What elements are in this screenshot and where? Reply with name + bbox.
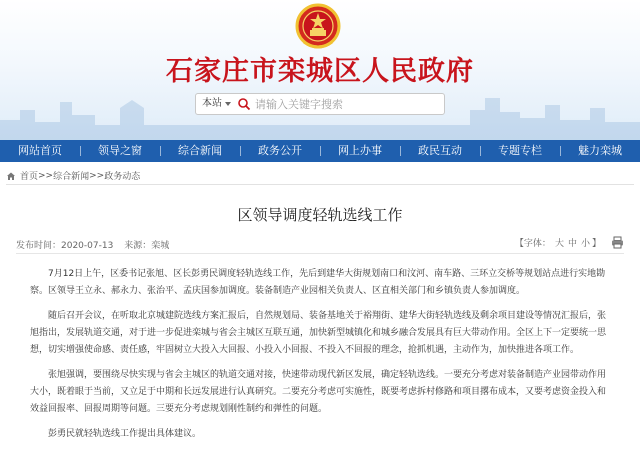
search-bar [195,93,445,115]
breadcrumb-separator: >> [89,170,105,181]
font-size-small-button[interactable]: 小 [580,239,590,249]
nav-item-news[interactable]: 综合新闻 [160,140,240,162]
chevron-down-icon[interactable] [225,102,231,106]
article-source: 来源：栾城 [124,241,170,251]
article-paragraph: 7月12日上午，区委书记张旭、区长彭勇民调度轻轨选线工作，先后到建华大街规划南口和汶河、南车路、三环立交桥等规划站点进行实地勘察。区领导王立永、郝永力、张治平、孟庆国参加调度。装备制造产业园相关负责人、区直相关部门和乡镇负责人参加调度。 [30,269,606,296]
article-paragraph: 彭勇民就轻轨选线工作提出具体建议。 [48,429,202,439]
site-title: 石家庄市栾城区人民政府 [166,56,474,87]
national-emblem-icon [292,2,344,52]
breadcrumb-separator: >> [38,170,54,181]
nav-item-online-services[interactable]: 网上办事 [320,140,400,162]
font-size-label: 【字体： [514,239,551,249]
search-icon[interactable] [237,97,251,111]
search-input[interactable] [255,98,435,111]
nav-item-special-topics[interactable]: 专题专栏 [480,140,560,162]
breadcrumb-home[interactable]: 首页 [20,172,39,182]
print-icon[interactable] [611,236,624,249]
nav-item-home[interactable]: 网站首页 [18,144,62,157]
article-paragraph: 随后召开会议，在听取北京城建院选线方案汇报后，自然规划局、装备基地关于裕翔街、建华大街轻轨选线及剩余项目建设等情况汇报后，张旭指出，发展轨道交通，对于进一步促进栾城与省会主城区互联互通，加快新型城镇化和城乡融合发展具有巨大带动作用。全区上下一定要统一思想，切实增强使命感、责任感，牢固树立大投入大回报、小投入小回报、不投入不回报的理念，抢抓机遇，主动作为，加快推进各项工作。 [30,311,607,355]
article-paragraph: 张旭强调，要围绕尽快实现与省会主城区的轨道交通对接，快速带动现代新区发展，确定轻轨选线。一要充分考虑对装备制造产业园带动作用大小，既着眼于当前，又立足于中期和长远发展进行认真研究。二要充分考虑可实施性，既要考虑拆村修路和项目撂布成本，又要考虑资金投入和效益回报率、回报周期等问题。三要充分考虑规划刚性制约和弹性的问题。 [30,370,607,414]
divider [6,184,634,185]
font-size-medium-button[interactable]: 中 [567,239,577,249]
nav-item-leaders[interactable]: 领导之窗 [80,140,160,162]
font-size-bracket: 】 [591,239,601,249]
publish-date: 发布时间：2020-07-13 [16,241,114,251]
article-title: 区领导调度轻轨选线工作 [237,206,403,224]
search-scope-select[interactable]: 本站 [202,98,222,109]
main-content [0,162,640,469]
site-header [0,0,640,140]
main-nav [0,140,640,162]
breadcrumb-gov-updates[interactable]: 政务动态 [104,172,141,182]
nav-item-gov-affairs[interactable]: 政务公开 [240,140,320,162]
article-body [30,266,610,451]
breadcrumb [6,169,140,182]
font-size-large-button[interactable]: 大 [554,239,564,249]
home-icon [6,171,16,181]
breadcrumb-news[interactable]: 综合新闻 [53,172,90,182]
nav-item-charm-luancheng[interactable]: 魅力栾城 [560,140,640,162]
nav-item-interaction[interactable]: 政民互动 [400,140,480,162]
divider [16,253,624,254]
